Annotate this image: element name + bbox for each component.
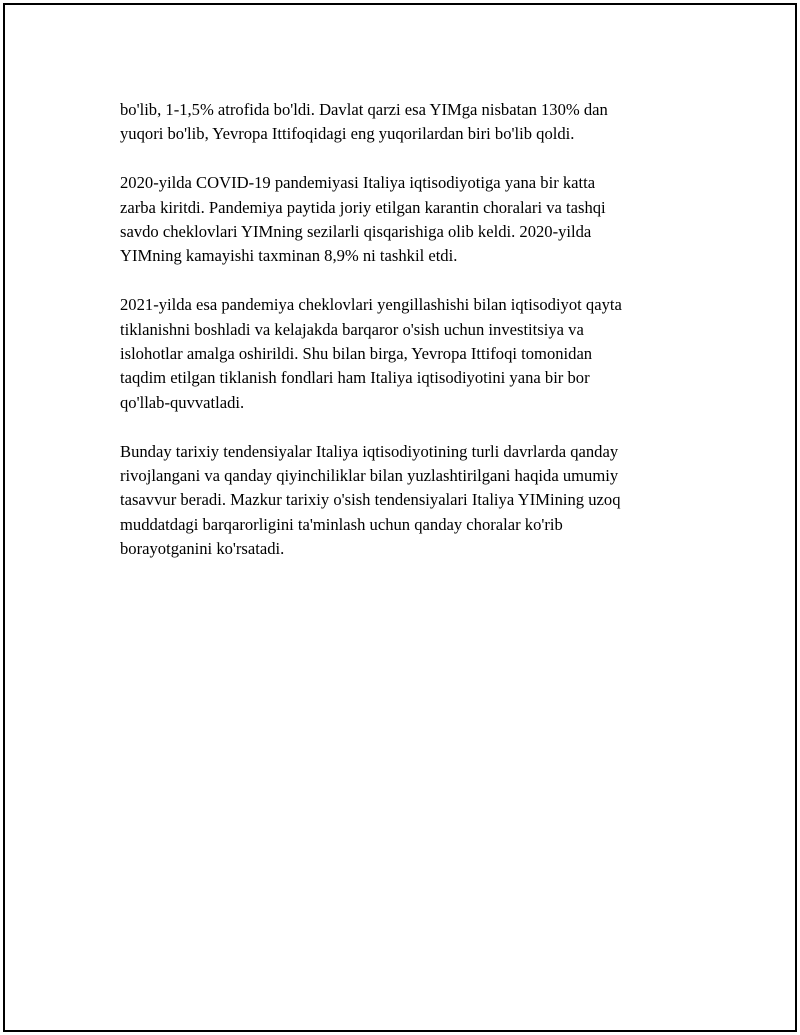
text-line: YIMning kamayishi taxminan 8,9% ni tashkil etdi. [120, 246, 458, 266]
text-line: muddatdagi barqarorligini ta'minlash uchun qanday choralar ko'rib [120, 514, 563, 534]
text-line: zarba kiritdi. Pandemiya paytida joriy etilgan karantin choralari va tashqi [120, 197, 606, 217]
text-line: rivojlangani va qanday qiyinchiliklar bilan yuzlashtirilgani haqida umumiy [120, 466, 619, 486]
text-line: taqdim etilgan tiklanish fondlari ham Italiya iqtisodiyotini yana bir bor [120, 368, 590, 388]
text-line: 2021-yilda esa pandemiya cheklovlari yengillashishi bilan iqtisodiyot qayta [120, 295, 622, 315]
text-line: yuqori bo'lib, Yevropa Ittifoqidagi eng yuqorilardan biri bo'lib qoldi. [120, 124, 575, 144]
text-line: 2020-yilda COVID-19 pandemiyasi Italiya iqtisodiyotiga yana bir katta [120, 173, 596, 193]
paragraph-conclusion [120, 440, 700, 562]
paragraph-debt [120, 98, 700, 147]
page-frame [3, 3, 797, 1032]
paragraph-covid [120, 171, 700, 269]
text-line: qo'llab-quvvatladi. [120, 392, 245, 412]
text-line: tasavvur beradi. Mazkur tarixiy o'sish tendensiyalari Italiya YIMining uzoq [120, 490, 621, 510]
paragraph-recovery [120, 293, 700, 415]
text-line: Bunday tarixiy tendensiyalar Italiya iqtisodiyotining turli davrlarda qanday [120, 441, 619, 461]
text-line: islohotlar amalga oshirildi. Shu bilan birga, Yevropa Ittifoqi tomonidan [120, 344, 593, 364]
page-body-text [120, 98, 700, 586]
text-line: bo'lib, 1-1,5% atrofida bo'ldi. Davlat qarzi esa YIMga nisbatan 130% dan [120, 100, 608, 119]
text-line: tiklanishni boshladi va kelajakda barqaror o'sish uchun investitsiya va [120, 319, 584, 339]
text-line: borayotganini ko'rsatadi. [120, 539, 285, 559]
text-line: savdo cheklovlari YIMning sezilarli qisqarishiga olib keldi. 2020-yilda [120, 222, 592, 242]
